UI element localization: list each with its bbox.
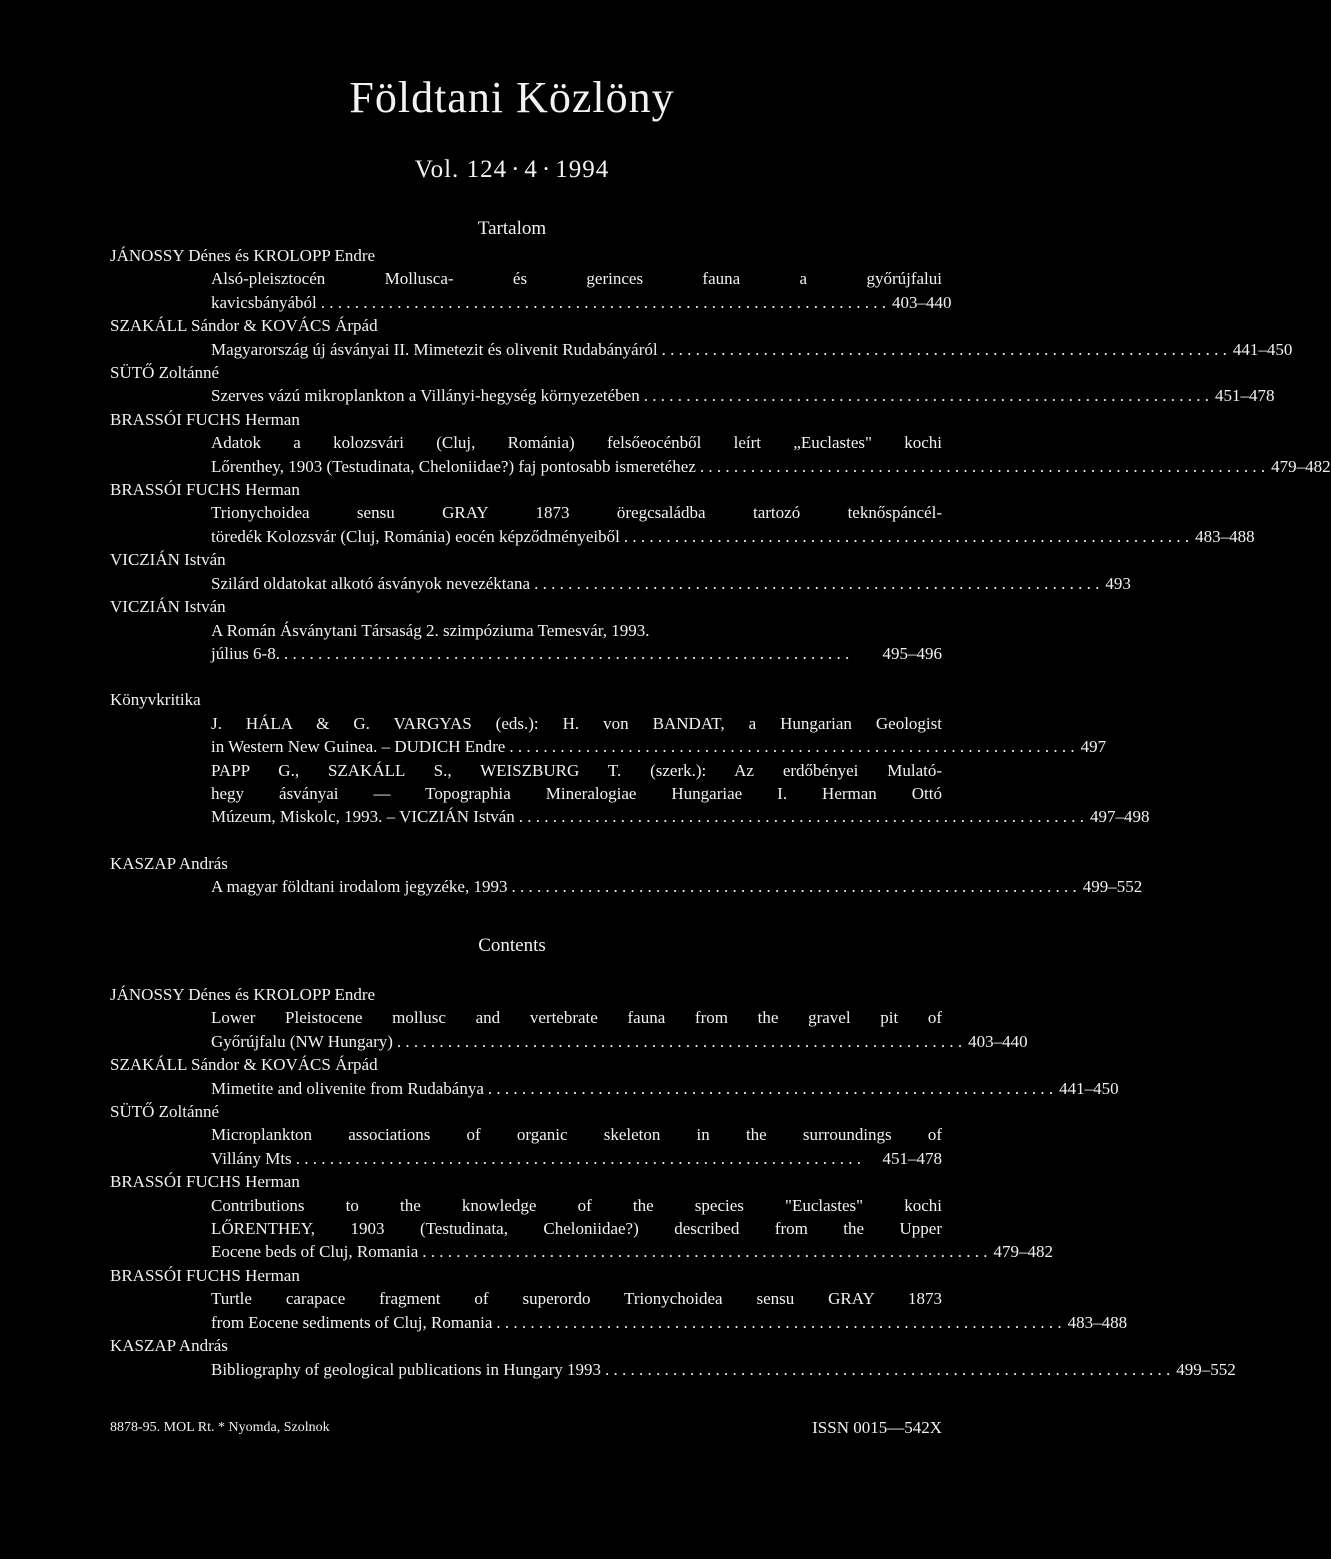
volume-separator: · bbox=[541, 156, 552, 183]
contents-title-line: Bibliography of geological publications in Hungary 1993 bbox=[211, 1359, 601, 1379]
toc-entry[interactable] bbox=[211, 431, 1331, 478]
toc-pages: 499–552 bbox=[1082, 877, 1143, 897]
volume-line bbox=[0, 156, 1024, 184]
contents-author: SZAKÁLL Sándor & KOVÁCS Árpád bbox=[110, 1055, 378, 1075]
contents-entry[interactable] bbox=[211, 1123, 942, 1170]
contents-pages: 441–450 bbox=[1059, 1078, 1119, 1098]
toc-author: BRASSÓI FUCHS Herman bbox=[110, 409, 300, 429]
contents-pages: 403–440 bbox=[968, 1031, 1028, 1051]
toc-author: JÁNOSSY Dénes és KROLOPP Endre bbox=[110, 246, 376, 265]
leader-dots bbox=[509, 735, 1074, 758]
toc-entry[interactable] bbox=[211, 572, 1131, 595]
contents-author: BRASSÓI FUCHS Herman bbox=[110, 1265, 300, 1285]
contents-entry[interactable] bbox=[211, 1006, 1028, 1053]
toc-author: KASZAP András bbox=[110, 853, 228, 873]
tartalom-heading: Tartalom bbox=[477, 218, 547, 239]
toc-author: BRASSÓI FUCHS Herman bbox=[110, 480, 300, 500]
volume-year: 1994 bbox=[555, 156, 610, 183]
toc-title-line: Magyarország új ásványai II. Mimetezit és olivenit Rudabányáról bbox=[211, 339, 658, 359]
contents-author: KASZAP András bbox=[110, 1336, 228, 1356]
contents-pages: 479–482 bbox=[993, 1242, 1054, 1262]
toc-title-line: kavicsbányából bbox=[211, 292, 317, 312]
leader-dots bbox=[624, 525, 1189, 548]
contents-title-line: Mimetite and olivenite from Rudabánya bbox=[211, 1078, 484, 1098]
leader-dots bbox=[296, 1147, 877, 1170]
contents-pages: 499–552 bbox=[1176, 1359, 1236, 1379]
toc-pages: 479–482 bbox=[1271, 456, 1331, 476]
toc-title-line: Lőrenthey, 1903 (Testudinata, Cheloniidae?) faj pontosabb ismeretéhez bbox=[211, 456, 696, 476]
contents-title-line: Turtle carapace fragment of superordo Trionychoidea sensu GRAY 1873 bbox=[211, 1289, 942, 1309]
toc-title-line: A Román Ásványtani Társaság 2. szimpóziuma Temesvár, 1993. bbox=[211, 620, 650, 640]
contents-entry[interactable] bbox=[211, 1358, 1236, 1381]
tartalom-list bbox=[110, 244, 1331, 899]
volume-prefix: Vol. bbox=[414, 156, 460, 183]
review-line: hegy ásványai — Topographia Mineralogiae Hungariae I. Herman Ottó bbox=[211, 783, 942, 803]
contents-title-line: LŐRENTHEY, 1903 (Testudinata, Cheloniidae?) described from the Upper bbox=[211, 1219, 942, 1239]
toc-pages: 493 bbox=[1105, 573, 1131, 593]
konyvkritika-heading: Könyvkritika bbox=[110, 690, 201, 710]
toc-entry[interactable] bbox=[211, 501, 1255, 548]
toc-title-line: A magyar földtani irodalom jegyzéke, 1993 bbox=[211, 877, 508, 897]
volume-number: 124 bbox=[466, 156, 508, 183]
toc-author: VICZIÁN István bbox=[110, 550, 226, 570]
contents-title-line: Eocene beds of Cluj, Romania bbox=[211, 1242, 419, 1262]
leader-dots bbox=[321, 291, 886, 314]
leader-dots bbox=[534, 572, 1099, 595]
toc-author: SÜTŐ Zoltánné bbox=[110, 363, 220, 383]
leader-dots bbox=[700, 455, 1265, 478]
toc-entry[interactable] bbox=[211, 384, 1275, 407]
review-line: PAPP G., SZAKÁLL S., WEISZBURG T. (szerk.): Az erdőbényei Mulató- bbox=[211, 760, 942, 780]
leader-dots bbox=[422, 1240, 987, 1263]
contents-list bbox=[110, 983, 1236, 1381]
review-line: in Western New Guinea. – DUDICH Endre bbox=[211, 737, 506, 757]
toc-pages: 451–478 bbox=[1214, 386, 1275, 406]
contents-title-line: Villány Mts bbox=[211, 1148, 292, 1168]
leader-dots bbox=[605, 1358, 1170, 1381]
toc-pages: 495–496 bbox=[882, 643, 942, 663]
toc-entry[interactable] bbox=[211, 338, 1293, 361]
toc-title-line: Szilárd oldatokat alkotó ásványok nevezéktana bbox=[211, 573, 531, 593]
toc-pages: 483–488 bbox=[1195, 526, 1255, 546]
leader-dots bbox=[519, 805, 1084, 828]
leader-dots bbox=[496, 1311, 1061, 1334]
contents-title-line: from Eocene sediments of Cluj, Romania bbox=[211, 1312, 493, 1332]
leader-dots bbox=[511, 875, 1076, 898]
issue-number: 4 bbox=[524, 156, 538, 183]
journal-title: Földtani Közlöny bbox=[349, 73, 675, 122]
toc-entry[interactable] bbox=[211, 267, 952, 314]
leader-dots bbox=[397, 1030, 962, 1053]
contents-pages: 483–488 bbox=[1067, 1312, 1128, 1332]
volume-separator: · bbox=[511, 156, 521, 183]
contents-title-line: Microplankton associations of organic skeleton in the surroundings of bbox=[211, 1125, 942, 1145]
leader-dots bbox=[488, 1077, 1053, 1100]
contents-author: BRASSÓI FUCHS Herman bbox=[110, 1172, 300, 1192]
leader-dots bbox=[644, 384, 1209, 407]
review-entry[interactable] bbox=[211, 712, 1107, 759]
issn: ISSN 0015—542X bbox=[812, 1418, 942, 1437]
toc-pages: 441–450 bbox=[1232, 339, 1293, 359]
toc-entry[interactable] bbox=[211, 875, 1143, 898]
contents-entry[interactable] bbox=[211, 1194, 1054, 1264]
toc-title-line: Adatok a kolozsvári (Cluj, Románia) felsőeocénből leírt „Euclastes" kochi bbox=[211, 433, 942, 453]
contents-entry[interactable] bbox=[211, 1287, 1128, 1334]
toc-title-line: Alsó-pleisztocén Mollusca- és gerinces fauna a győrújfalui bbox=[211, 269, 942, 289]
review-pages: 497 bbox=[1080, 737, 1107, 757]
contents-title-line: Contributions to the knowledge of the species "Euclastes" kochi bbox=[211, 1195, 942, 1215]
contents-author: SÜTŐ Zoltánné bbox=[110, 1102, 220, 1122]
toc-title-line: július 6-8. bbox=[211, 643, 280, 663]
review-pages: 497–498 bbox=[1090, 807, 1150, 827]
review-line: J. HÁLA & G. VARGYAS (eds.): H. von BANDAT, a Hungarian Geologist bbox=[211, 713, 942, 733]
toc-author: SZAKÁLL Sándor & KOVÁCS Árpád bbox=[110, 316, 378, 336]
leader-dots bbox=[284, 642, 877, 665]
toc-author: VICZIÁN István bbox=[110, 597, 226, 617]
toc-title-line: töredék Kolozsvár (Cluj, Románia) eocén képződményeiből bbox=[211, 526, 620, 546]
contents-entry[interactable] bbox=[211, 1077, 1119, 1100]
contents-pages: 451–478 bbox=[882, 1148, 942, 1168]
toc-pages: 403–440 bbox=[892, 292, 952, 312]
review-line: Múzeum, Miskolc, 1993. – VICZIÁN István bbox=[211, 807, 515, 827]
contents-title-line: Győrújfalu (NW Hungary) bbox=[211, 1031, 393, 1051]
contents-author: JÁNOSSY Dénes és KROLOPP Endre bbox=[110, 985, 376, 1004]
printer-info: 8878-95. MOL Rt. * Nyomda, Szolnok bbox=[110, 1420, 330, 1435]
contents-title-line: Lower Pleistocene mollusc and vertebrate fauna from the gravel pit of bbox=[211, 1008, 942, 1028]
leader-dots bbox=[662, 338, 1227, 361]
toc-title-line: Trionychoidea sensu GRAY 1873 öregcsaládba tartozó teknőspáncél- bbox=[211, 503, 942, 523]
toc-entry[interactable] bbox=[211, 619, 942, 666]
toc-title-line: Szerves vázú mikroplankton a Villányi-hegység környezetében bbox=[211, 386, 640, 406]
contents-heading: Contents bbox=[478, 935, 546, 956]
review-entry[interactable] bbox=[211, 759, 1150, 829]
